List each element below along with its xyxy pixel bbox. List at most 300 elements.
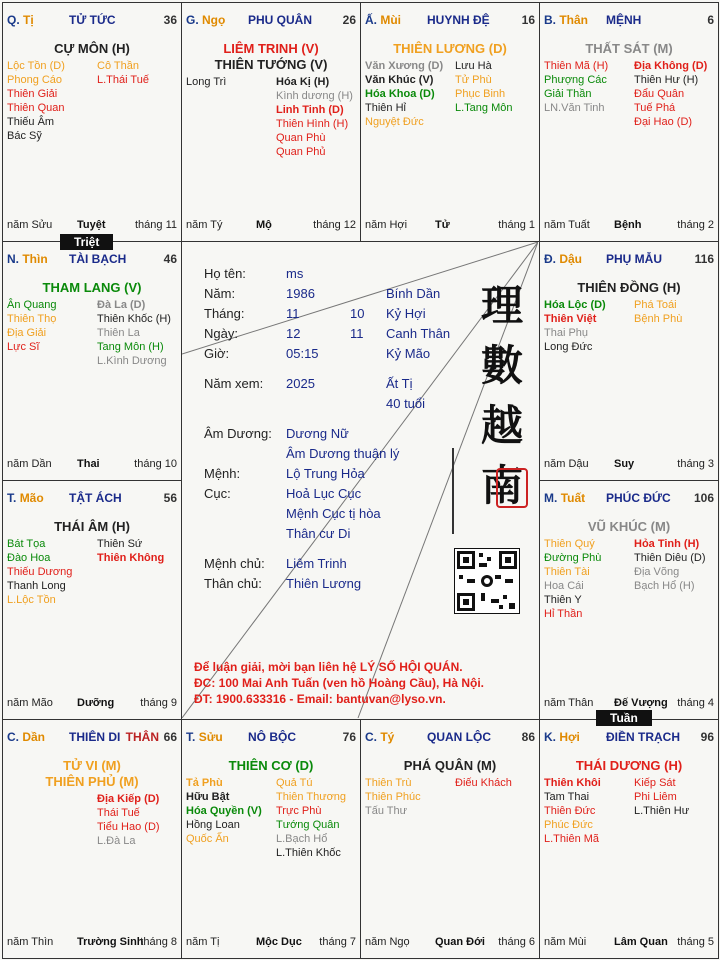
minor-star: Tả Phù bbox=[186, 777, 223, 789]
label-gio: Giờ: bbox=[204, 346, 230, 361]
minor-star: Phượng Các bbox=[544, 74, 607, 86]
palace-year: năm Dần bbox=[7, 458, 52, 470]
value-thang-duong: 11 bbox=[286, 306, 300, 321]
minor-star: Quả Tú bbox=[276, 777, 313, 789]
palace-chi: Thìn bbox=[22, 252, 48, 266]
palace-c-ty bbox=[360, 719, 540, 959]
minor-star: Thiên Phúc bbox=[365, 791, 421, 803]
minor-star: Tử Phù bbox=[455, 74, 492, 86]
main-stars bbox=[3, 280, 181, 296]
minor-stars-left bbox=[7, 537, 72, 607]
contact-line-1: Để luận giải, mời bạn liên hệ LÝ SỐ HỘI QUÁN. bbox=[194, 660, 463, 674]
main-stars bbox=[3, 41, 181, 57]
minor-star: Thiên Khốc (H) bbox=[97, 313, 171, 325]
main-star: THIÊN LƯƠNG (D) bbox=[393, 41, 507, 56]
palace-t-mao bbox=[2, 480, 182, 720]
minor-stars-right bbox=[97, 59, 149, 87]
palace-year: năm Tị bbox=[186, 936, 220, 948]
palace-stage: Dưỡng bbox=[77, 697, 115, 709]
minor-star: Thiên La bbox=[97, 327, 140, 339]
minor-star: Bạch Hổ (H) bbox=[634, 580, 695, 592]
palace-year: năm Ngọ bbox=[365, 936, 410, 948]
value-thang-can-chi: Kỷ Hợi bbox=[386, 306, 426, 321]
palace-footer bbox=[365, 219, 535, 233]
palace-position bbox=[365, 13, 401, 27]
minor-star: Linh Tinh (D) bbox=[276, 104, 344, 116]
main-star: LIÊM TRINH (V) bbox=[223, 41, 319, 56]
svg-text:越: 越 bbox=[480, 401, 524, 450]
minor-star: Thiên Trù bbox=[365, 777, 412, 789]
palace-name: ĐIỀN TRẠCH bbox=[606, 730, 680, 744]
palace-month: tháng 3 bbox=[677, 458, 714, 470]
minor-star: Thiên Y bbox=[544, 594, 582, 606]
palace-position bbox=[365, 730, 394, 744]
minor-stars-left bbox=[7, 298, 57, 354]
label-than-chu: Thân chủ: bbox=[204, 576, 262, 591]
palace-month: tháng 4 bbox=[677, 697, 714, 709]
minor-star: L.Đà La bbox=[97, 835, 136, 847]
main-star: THIÊN CƠ (D) bbox=[228, 758, 314, 773]
value-cuc-2: Mệnh Cục tị hòa bbox=[286, 506, 381, 521]
minor-star: Lực Sĩ bbox=[7, 341, 40, 353]
palace-footer bbox=[7, 458, 177, 472]
minor-stars-right bbox=[634, 537, 706, 593]
palace-stage: Mộc Dục bbox=[256, 936, 302, 948]
value-am-duong: Dương Nữ bbox=[286, 426, 349, 441]
minor-star: Địa Không (D) bbox=[634, 60, 708, 72]
main-stars bbox=[361, 758, 539, 774]
palace-month: tháng 1 bbox=[498, 219, 535, 231]
palace-month: tháng 8 bbox=[140, 936, 177, 948]
minor-star: Thai Phụ bbox=[544, 327, 589, 339]
palace-number: 46 bbox=[163, 252, 177, 266]
palace-stage: Trường Sinh bbox=[77, 936, 144, 948]
minor-star: Thiên Hư (H) bbox=[634, 74, 699, 86]
main-star: VŨ KHÚC (M) bbox=[587, 519, 671, 534]
minor-star: Giải Thần bbox=[544, 88, 592, 100]
minor-star: Địa Kiếp (D) bbox=[97, 793, 160, 805]
minor-stars-left bbox=[186, 776, 262, 846]
main-stars bbox=[540, 758, 718, 774]
palace-position bbox=[544, 730, 580, 744]
palace-name: QUAN LỘC bbox=[427, 730, 491, 744]
minor-star: Quan Phủ bbox=[276, 146, 326, 158]
palace-header bbox=[186, 730, 356, 744]
palace-footer bbox=[365, 936, 535, 950]
minor-stars-right bbox=[97, 792, 160, 848]
minor-star: Tuế Phá bbox=[634, 102, 676, 114]
minor-star: Long Đức bbox=[544, 341, 593, 353]
minor-star: Thiên Mã (H) bbox=[544, 60, 609, 72]
value-menh: Lộ Trung Hỏa bbox=[286, 466, 365, 481]
palace-header bbox=[365, 13, 535, 27]
minor-star: Thiên Giải bbox=[7, 88, 58, 100]
center-info-panel bbox=[182, 242, 538, 718]
palace-chi: Mùi bbox=[380, 13, 402, 27]
palace-name: TÀI BẠCH bbox=[69, 252, 127, 266]
triet-tag: Triệt bbox=[60, 234, 113, 250]
minor-stars-left bbox=[544, 537, 601, 621]
minor-star: Thiên Quý bbox=[544, 538, 595, 550]
value-gio: 05:15 bbox=[286, 346, 319, 361]
vertical-script bbox=[452, 448, 466, 534]
palace-position bbox=[186, 730, 223, 744]
main-stars bbox=[361, 41, 539, 57]
minor-star: Hóa Quyền (V) bbox=[186, 805, 262, 817]
palace-position bbox=[544, 252, 582, 266]
palace-number: 106 bbox=[693, 491, 714, 505]
palace-month: tháng 2 bbox=[677, 219, 714, 231]
minor-star: Phúc Đức bbox=[544, 819, 593, 831]
seal-stamp bbox=[496, 468, 528, 508]
minor-stars-left bbox=[7, 59, 65, 143]
palace-position bbox=[544, 13, 588, 27]
palace-chi: Hợi bbox=[559, 730, 580, 744]
value-ngay-am: 11 bbox=[350, 326, 364, 341]
minor-star: Thiếu Dương bbox=[7, 566, 73, 578]
value-menh-chu: Liêm Trinh bbox=[286, 556, 347, 571]
palace-position bbox=[7, 491, 44, 505]
palace-number: 116 bbox=[694, 252, 714, 266]
palace-month: tháng 5 bbox=[677, 936, 714, 948]
palace-chi: Thân bbox=[559, 13, 589, 27]
main-star: CỰ MÔN (H) bbox=[54, 41, 130, 56]
palace-footer bbox=[7, 219, 177, 233]
palace-can: T. bbox=[7, 491, 17, 505]
palace-name: MỆNH bbox=[606, 13, 642, 27]
palace-b-than bbox=[539, 2, 719, 242]
minor-stars-right bbox=[97, 298, 171, 368]
minor-star: Bệnh Phù bbox=[634, 313, 683, 325]
value-nam-xem: 2025 bbox=[286, 376, 315, 391]
palace-header bbox=[544, 13, 714, 27]
minor-star: Thiếu Âm bbox=[7, 116, 55, 128]
palace-chi: Sửu bbox=[198, 730, 223, 744]
main-stars bbox=[540, 41, 718, 57]
palace-name: THIÊN DI bbox=[69, 730, 121, 744]
minor-star: Đại Hao (D) bbox=[634, 116, 693, 128]
palace-header bbox=[7, 730, 177, 744]
minor-star: Thiên Thọ bbox=[7, 313, 57, 325]
tuan-tag: Tuần bbox=[596, 710, 652, 726]
value-ho-ten: ms bbox=[286, 266, 304, 281]
minor-star: L.Thiên Hư bbox=[634, 805, 690, 817]
palace-number: 86 bbox=[521, 730, 535, 744]
minor-star: Hữu Bật bbox=[186, 791, 230, 803]
minor-star: Tấu Thư bbox=[365, 805, 408, 817]
minor-stars-left bbox=[365, 776, 421, 818]
minor-star: Hóa Lộc (D) bbox=[544, 299, 606, 311]
palace-can: C. bbox=[7, 730, 19, 744]
label-nam: Năm: bbox=[204, 286, 236, 301]
minor-star: Hồng Loan bbox=[186, 819, 240, 831]
minor-star: Lộc Tồn (D) bbox=[7, 60, 65, 72]
palace-footer bbox=[186, 219, 356, 233]
palace-can: Q. bbox=[7, 13, 20, 27]
minor-star: Đẩu Quân bbox=[634, 88, 685, 100]
palace-position bbox=[7, 13, 34, 27]
palace-d-dau bbox=[539, 241, 719, 481]
label-nam-xem: Năm xem: bbox=[204, 376, 264, 391]
palace-year: năm Mùi bbox=[544, 936, 587, 948]
palace-chi: Mão bbox=[19, 491, 44, 505]
palace-name: PHỤ MẪU bbox=[606, 252, 662, 266]
palace-year: năm Tuất bbox=[544, 219, 590, 231]
minor-star: Hóa Khoa (D) bbox=[365, 88, 435, 100]
minor-star: Nguyệt Đức bbox=[365, 116, 424, 128]
minor-star: L.Kình Dương bbox=[97, 355, 167, 367]
minor-star: Thiên Thương bbox=[276, 791, 347, 803]
minor-star: Đường Phù bbox=[544, 552, 602, 564]
palace-number: 56 bbox=[163, 491, 177, 505]
qr-pattern bbox=[455, 549, 519, 613]
value-tuoi: 40 tuổi bbox=[386, 396, 426, 411]
palace-header bbox=[7, 252, 177, 266]
minor-star: Tam Thai bbox=[544, 791, 590, 803]
palace-stage: Tuyệt bbox=[77, 219, 106, 231]
palace-stage: Tử bbox=[435, 219, 450, 231]
minor-star: Thái Tuế bbox=[97, 807, 140, 819]
palace-month: tháng 12 bbox=[313, 219, 356, 231]
palace-name: PHU QUÂN bbox=[248, 13, 313, 27]
value-cuc: Hoả Lục Cục bbox=[286, 486, 362, 501]
main-stars bbox=[540, 519, 718, 535]
main-stars bbox=[3, 519, 181, 535]
label-ho-ten: Họ tên: bbox=[204, 266, 246, 281]
palace-g-ngo bbox=[181, 2, 361, 242]
palace-header bbox=[544, 491, 714, 505]
minor-star: L.Lộc Tồn bbox=[7, 594, 56, 606]
palace-stage: Lâm Quan bbox=[614, 936, 668, 948]
minor-stars-right bbox=[455, 59, 512, 115]
minor-star: Hỉ Thần bbox=[544, 608, 583, 620]
palace-year: năm Thân bbox=[544, 697, 594, 709]
palace-can: M. bbox=[544, 491, 558, 505]
minor-star: Thiên Sứ bbox=[97, 538, 143, 550]
palace-name: NÔ BỘC bbox=[248, 730, 296, 744]
minor-star: Bác Sỹ bbox=[7, 130, 42, 142]
minor-star: Bát Tọa bbox=[7, 538, 46, 550]
palace-chi: Tý bbox=[380, 730, 395, 744]
main-star: THIÊN TƯỚNG (V) bbox=[214, 57, 328, 72]
value-thang-am: 10 bbox=[350, 306, 365, 321]
minor-stars-right bbox=[276, 776, 346, 860]
qr-code[interactable] bbox=[454, 548, 520, 614]
palace-header bbox=[186, 13, 356, 27]
minor-stars-right bbox=[634, 298, 682, 326]
minor-star: L.Thái Tuế bbox=[97, 74, 149, 86]
minor-stars-left bbox=[365, 59, 443, 129]
minor-stars-right bbox=[97, 537, 164, 565]
main-stars bbox=[182, 41, 360, 73]
palace-position bbox=[7, 730, 45, 744]
minor-star: Thiên Hỉ bbox=[365, 102, 406, 114]
palace-footer bbox=[7, 697, 177, 711]
minor-star: Quốc Ấn bbox=[186, 833, 229, 845]
palace-chi: Dậu bbox=[559, 252, 583, 266]
minor-stars-right bbox=[276, 75, 353, 159]
palace-stage: Đế Vượng bbox=[614, 697, 668, 709]
palace-number: 76 bbox=[342, 730, 356, 744]
main-star: TỬ VI (M) bbox=[63, 758, 121, 773]
palace-number: 6 bbox=[707, 13, 714, 27]
label-ngay: Ngày: bbox=[204, 326, 238, 341]
main-star: THAM LANG (V) bbox=[42, 280, 142, 295]
palace-year: năm Sửu bbox=[7, 219, 53, 231]
minor-star: Văn Xương (D) bbox=[365, 60, 444, 72]
minor-star: Kình dương (H) bbox=[276, 90, 353, 102]
palace-month: tháng 9 bbox=[140, 697, 177, 709]
minor-star: L.Thiên Khốc bbox=[276, 847, 341, 859]
palace-stage: Bệnh bbox=[614, 219, 642, 231]
palace-footer bbox=[544, 697, 714, 711]
minor-star: Thiên Việt bbox=[544, 313, 597, 325]
palace-can: G. bbox=[186, 13, 199, 27]
palace-can: K. bbox=[544, 730, 556, 744]
minor-star: Hỏa Tinh (H) bbox=[634, 538, 700, 550]
palace-header bbox=[544, 730, 714, 744]
palace-number: 16 bbox=[521, 13, 535, 27]
palace-a-mui bbox=[360, 2, 540, 242]
palace-position bbox=[7, 252, 48, 266]
minor-star: Điếu Khách bbox=[455, 777, 512, 789]
minor-star: Thanh Long bbox=[7, 580, 66, 592]
palace-name: TỬ TỨC bbox=[69, 13, 116, 27]
palace-month: tháng 7 bbox=[319, 936, 356, 948]
minor-stars-left bbox=[544, 776, 601, 846]
palace-number: 36 bbox=[163, 13, 177, 27]
main-stars bbox=[3, 758, 181, 790]
main-star: THÁI ÂM (H) bbox=[54, 519, 130, 534]
minor-star: Tang Môn (H) bbox=[97, 341, 164, 353]
minor-star: Địa Võng bbox=[634, 566, 680, 578]
value-nam-can-chi: Bính Dần bbox=[386, 286, 441, 301]
minor-star: Đào Hoa bbox=[7, 552, 51, 564]
minor-star: Quan Phù bbox=[276, 132, 326, 144]
palace-can: B. bbox=[544, 13, 556, 27]
palace-m-tuat bbox=[539, 480, 719, 720]
palace-c-dan bbox=[2, 719, 182, 959]
palace-stage: Suy bbox=[614, 458, 635, 470]
palace-can: Đ. bbox=[544, 252, 556, 266]
svg-text:數: 數 bbox=[480, 341, 524, 390]
palace-year: năm Tý bbox=[186, 219, 223, 231]
horoscope-chart bbox=[2, 2, 718, 958]
palace-position bbox=[544, 491, 585, 505]
main-star: PHÁ QUÂN (M) bbox=[403, 758, 497, 773]
svg-text:南: 南 bbox=[480, 461, 524, 510]
value-ngay-duong: 12 bbox=[286, 326, 301, 341]
value-nam: 1986 bbox=[286, 286, 315, 301]
minor-star: Thiên Tài bbox=[544, 566, 590, 578]
palace-header bbox=[7, 13, 177, 27]
palace-number: 26 bbox=[342, 13, 356, 27]
palace-header bbox=[544, 252, 714, 266]
minor-star: Thiên Hình (H) bbox=[276, 118, 349, 130]
value-am-duong-2: Âm Dương thuận lý bbox=[286, 446, 400, 461]
minor-star: L.Thiên Mã bbox=[544, 833, 600, 845]
palace-stage: Thai bbox=[77, 458, 100, 470]
minor-stars-right bbox=[634, 59, 707, 129]
palace-k-hoi bbox=[539, 719, 719, 959]
minor-star: Thiên Diêu (D) bbox=[634, 552, 706, 564]
minor-star: L.Tang Môn bbox=[455, 102, 513, 114]
palace-than-marker: THÂN bbox=[125, 730, 159, 744]
value-than-chu: Thiên Lương bbox=[286, 576, 362, 591]
minor-stars-left bbox=[544, 298, 606, 354]
palace-chi: Dần bbox=[22, 730, 46, 744]
palace-stage: Quan Đới bbox=[435, 936, 485, 948]
palace-year: năm Dậu bbox=[544, 458, 589, 470]
palace-footer bbox=[544, 936, 714, 950]
main-star: THIÊN ĐỒNG (H) bbox=[577, 280, 681, 295]
minor-star: Thiên Quan bbox=[7, 102, 65, 114]
palace-number: 66 bbox=[163, 730, 177, 744]
palace-can: N. bbox=[7, 252, 19, 266]
minor-star: Phá Toái bbox=[634, 299, 677, 311]
minor-star: Tiểu Hao (D) bbox=[97, 821, 160, 833]
palace-chi: Tuất bbox=[560, 491, 586, 505]
palace-number: 96 bbox=[700, 730, 714, 744]
minor-star: Thiên Đức bbox=[544, 805, 596, 817]
value-cuc-3: Thân cư Di bbox=[286, 526, 351, 541]
minor-stars-right bbox=[634, 776, 689, 818]
palace-chi: Ngọ bbox=[202, 13, 226, 27]
palace-year: năm Thìn bbox=[7, 936, 54, 948]
minor-star: Trực Phù bbox=[276, 805, 322, 817]
minor-star: Phục Binh bbox=[455, 88, 506, 100]
palace-year: năm Mão bbox=[7, 697, 53, 709]
palace-footer bbox=[544, 458, 714, 472]
minor-stars-right bbox=[455, 776, 512, 790]
palace-name: HUYNH ĐỆ bbox=[427, 13, 490, 27]
main-star: THẤT SÁT (M) bbox=[585, 41, 673, 56]
palace-q-ti bbox=[2, 2, 182, 242]
minor-star: Hóa Kị (H) bbox=[276, 76, 330, 88]
main-star: THÁI DƯƠNG (H) bbox=[575, 758, 683, 773]
minor-star: Long Trì bbox=[186, 76, 227, 88]
minor-stars-left bbox=[186, 75, 226, 89]
palace-can: Ấ. bbox=[365, 13, 377, 27]
minor-star: Hoa Cái bbox=[544, 580, 584, 592]
label-menh-chu: Mệnh chủ: bbox=[204, 556, 265, 571]
main-stars bbox=[182, 758, 360, 774]
palace-can: C. bbox=[365, 730, 377, 744]
minor-star: Tướng Quân bbox=[276, 819, 340, 831]
palace-t-suu bbox=[181, 719, 361, 959]
contact-line-3: ĐT: 1900.633316 - Email: bantuvan@lyso.vn. bbox=[194, 692, 446, 706]
minor-star: Cô Thần bbox=[97, 60, 139, 72]
value-gio-can-chi: Kỷ Mão bbox=[386, 346, 431, 361]
minor-star: Văn Khúc (V) bbox=[365, 74, 434, 86]
main-star: THIÊN PHỦ (M) bbox=[45, 774, 139, 789]
palace-month: tháng 6 bbox=[498, 936, 535, 948]
minor-star: Địa Giải bbox=[7, 327, 47, 339]
palace-year: năm Hợi bbox=[365, 219, 408, 231]
palace-month: tháng 11 bbox=[134, 219, 177, 231]
minor-star: LN.Văn Tinh bbox=[544, 102, 605, 114]
palace-position bbox=[186, 13, 225, 27]
minor-star: Lưu Hà bbox=[455, 60, 492, 72]
svg-text:理: 理 bbox=[480, 281, 524, 330]
minor-star: Thiên Khôi bbox=[544, 777, 601, 789]
minor-star: L.Bạch Hổ bbox=[276, 833, 328, 845]
label-menh: Mệnh: bbox=[204, 466, 241, 481]
label-thang: Tháng: bbox=[204, 306, 245, 321]
minor-star: Kiếp Sát bbox=[634, 777, 676, 789]
palace-n-thin bbox=[2, 241, 182, 481]
value-ngay-can-chi: Canh Thân bbox=[386, 326, 451, 341]
